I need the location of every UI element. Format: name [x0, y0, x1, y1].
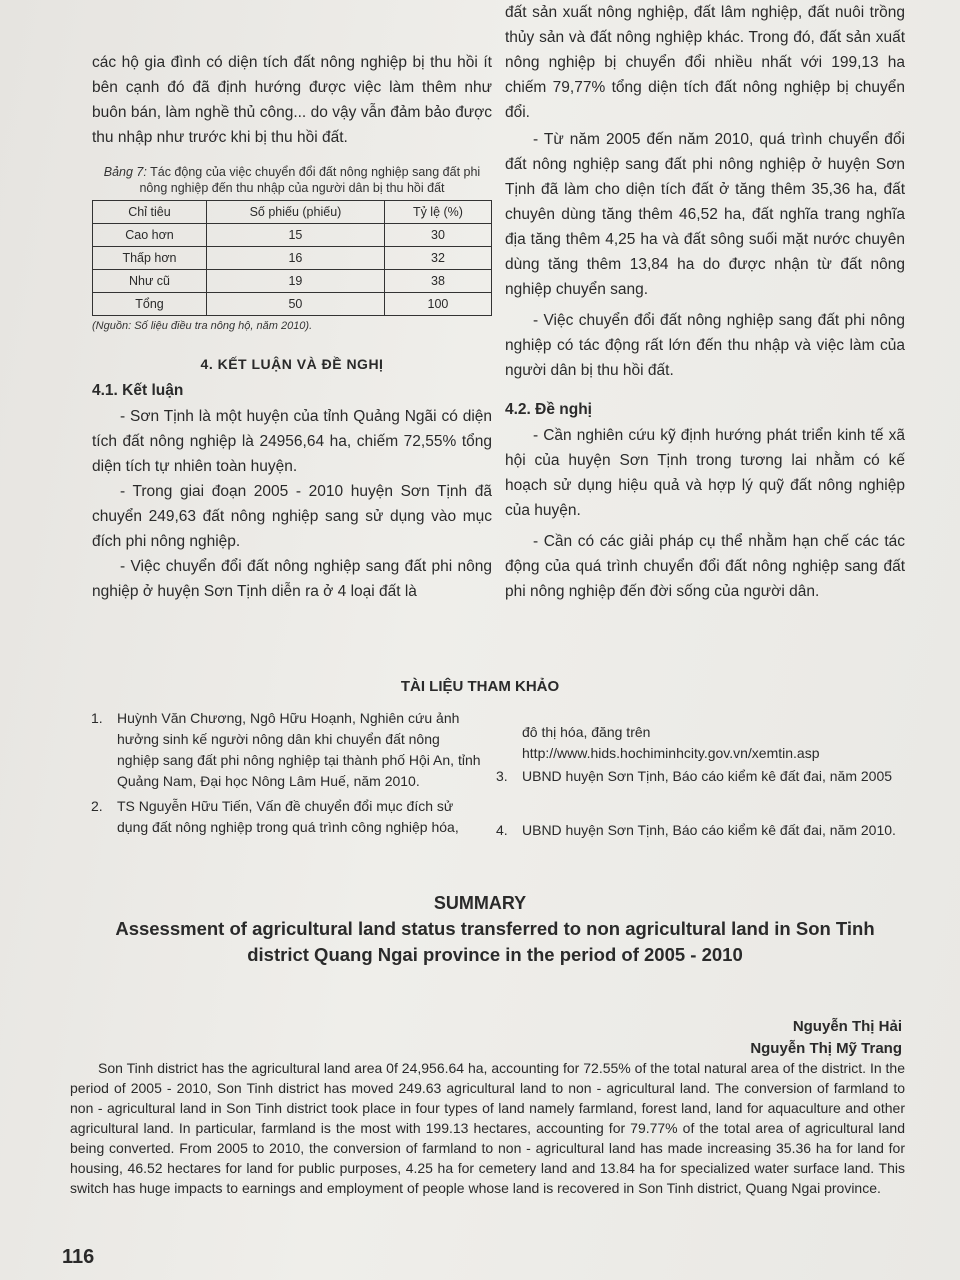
reference-item	[496, 766, 902, 787]
table-source: (Nguồn: Số liệu điều tra nông hộ, năm 2010).	[92, 320, 313, 332]
conclusion-paragraph: - Việc chuyển đổi đất nông nghiệp sang đất phi nông nghiệp ở huyện Sơn Tịnh diễn ra ở 4 loại đất là	[92, 558, 492, 600]
table-cell: Thấp hơn	[93, 247, 207, 270]
table-header-cell: Tỷ lệ (%)	[384, 201, 491, 224]
table-row	[93, 293, 492, 316]
table-caption-text: Tác động của việc chuyển đổi đất nông nghiệp sang đất phi nông nghiệp đến thu nhập của người dân bị thu hồi đất	[139, 165, 481, 195]
summary-title: Assessment of agricultural land status transferred to non agricultural land in Son Tinh district Quang Ngai province in the period of 2005 - 2010	[115, 918, 875, 965]
table-row	[93, 270, 492, 293]
recommendation-paragraph: - Cần có các giải pháp cụ thể nhằm hạn chế các tác động của quá trình chuyển đổi đất nông nghiệp sang đất phi nông nghiệp đến đời sống của người dân.	[505, 533, 905, 600]
table-cell: Như cũ	[93, 270, 207, 293]
table-header-row	[93, 201, 492, 224]
reference-item	[496, 820, 902, 841]
summary-heading: SUMMARY	[433, 893, 527, 913]
table-header-cell: Chỉ tiêu	[93, 201, 207, 224]
conclusion-paragraph: - Sơn Tịnh là một huyện của tỉnh Quảng Ngãi có diện tích đất nông nghiệp là 24956,64 ha, chiếm 72,55% tổng diện tích tự nhiên toàn huyện.	[92, 408, 492, 475]
table-cell: 38	[384, 270, 491, 293]
reference-text: UBND huyện Sơn Tịnh, Báo cáo kiểm kê đất đai, năm 2005	[522, 768, 893, 784]
page-number: 116	[62, 1246, 95, 1268]
conclusion-paragraph: - Trong giai đoạn 2005 - 2010 huyện Sơn Tịnh đã chuyển 249,63 đất nông nghiệp sang sử dụng vào mục đích phi nông nghiệp.	[92, 483, 492, 550]
author-name: Nguyễn Thị Hải	[792, 1018, 902, 1035]
reference-number: 1.	[91, 710, 103, 726]
table-cell: 100	[384, 293, 491, 316]
table-cell: 30	[384, 224, 491, 247]
table-cell: Cao hơn	[93, 224, 207, 247]
references-heading: TÀI LIỆU THAM KHẢO	[400, 678, 560, 695]
reference-continued	[522, 722, 902, 764]
right-continued-paragraph: đất sản xuất nông nghiệp, đất lâm nghiệp, đất nuôi trồng thủy sản và đất nông nghiệp khác. Trong đó, đất sản xuất nông nghiệp bị chuyển đổi nhiều nhất với 199,13 ha chiếm 79,77% tổng diện tích đất nông nghiệp bị chuyển đổi.	[505, 4, 905, 121]
reference-number: 2.	[91, 798, 103, 814]
income-impact-table	[92, 200, 492, 316]
table-row	[93, 224, 492, 247]
reference-number: 3.	[496, 768, 508, 784]
right-paragraph: - Từ năm 2005 đến năm 2010, quá trình chuyển đổi đất nông nghiệp sang đất phi nông nghiệp ở huyện Sơn Tịnh đã làm cho diện tích đất ở tăng thêm 35,36 ha, đất chuyên dùng tăng thêm 46,52 ha, đất nghĩa trang nghĩa địa tăng thêm 4,25 ha và đất sông suối mặt nước chuyên dùng tăng thêm 13,84 ha do được nhận từ đất nông nghiệp chuyển sang.	[505, 131, 905, 298]
reference-text: TS Nguyễn Hữu Tiến, Vấn đề chuyển đổi mục đích sử dụng đất nông nghiệp trong quá trình công nghiệp hóa,	[117, 798, 459, 835]
reference-item	[91, 708, 482, 792]
table-caption	[92, 164, 492, 196]
subsection-4-2-heading: 4.2. Đề nghị	[505, 401, 592, 418]
table-caption-label: Bảng 7:	[103, 165, 147, 179]
right-paragraph: - Việc chuyển đổi đất nông nghiệp sang đất phi nông nghiệp có tác động rất lớn đến thu nhập và việc làm của người dân bị thu hồi đất.	[505, 312, 905, 379]
left-intro-paragraph: các hộ gia đình có diện tích đất nông nghiệp bị thu hồi ít bên cạnh đó đã định hướng được việc làm thêm như buôn bán, làm nghề thủ công... do vậy vẫn đảm bảo được thu nhập như trước khi bị thu hồi đất.	[92, 54, 492, 146]
reference-item	[91, 796, 482, 838]
table-header-cell: Số phiếu (phiếu)	[206, 201, 384, 224]
left-column	[92, 50, 492, 604]
table-cell: 16	[206, 247, 384, 270]
table-cell: 50	[206, 293, 384, 316]
subsection-4-1-heading: 4.1. Kết luận	[92, 382, 184, 399]
recommendation-paragraph: - Cần nghiên cứu kỹ định hướng phát triển kinh tế xã hội của huyện Sơn Tịnh trong tương lai nhằm có kế hoạch sử dụng hiệu quả và hợp lý quỹ đất nông nghiệp của huyện.	[505, 427, 905, 519]
reference-number: 4.	[496, 822, 508, 838]
table-cell: Tổng	[93, 293, 207, 316]
author-name: Nguyễn Thị Mỹ Trang	[750, 1040, 902, 1057]
table-cell: 32	[384, 247, 491, 270]
abstract-text: Son Tinh district has the agricultural land area 0f 24,956.64 ha, accounting for 72.55% of the total natural area of the district. In the period of 2005 - 2010, Son Tinh district has moved 249.63 agricultural land to non - agricultural land. The conversion of farmland to non - agricultural land in Son Tinh district took place in four types of land namely farmland, forest land, land for aquaculture and other agricultural land. In particular, farmland is the most with 199.13 hectares, accounting for 79.77% of the total area of agricultural land being converted. From 2005 to 2010, the conversion of farmland to non - agricultural land has made increasing 35.36 ha for land for housing, 46.52 hectares for land for public purposes, 4.25 ha for cemetery land and 13.84 ha for specialized water surface land. This switch has huge impacts to earnings and employment of people whose land is recovered in Son Tinh district, Quang Ngai province.	[70, 1060, 905, 1196]
reference-text: đô thị hóa, đăng trên http://www.hids.hochiminhcity.gov.vn/xemtin.asp	[522, 724, 820, 761]
reference-text: UBND huyện Sơn Tịnh, Báo cáo kiểm kê đất đai, năm 2010.	[522, 822, 896, 838]
table-cell: 19	[206, 270, 384, 293]
table-cell: 15	[206, 224, 384, 247]
reference-text: Huỳnh Văn Chương, Ngô Hữu Hoạnh, Nghiên cứu ảnh hưởng sinh kế người nông dân khi chuyển đất nông nghiệp sang đất phi nông nghiệp tại thành phố Hội An, tỉnh Quảng Nam, Đại học Nông Lâm Huế, năm 2010.	[117, 710, 481, 789]
section-4-heading: 4. KẾT LUẬN VÀ ĐỀ NGHỊ	[200, 356, 384, 372]
table-row	[93, 247, 492, 270]
right-column	[505, 0, 905, 604]
